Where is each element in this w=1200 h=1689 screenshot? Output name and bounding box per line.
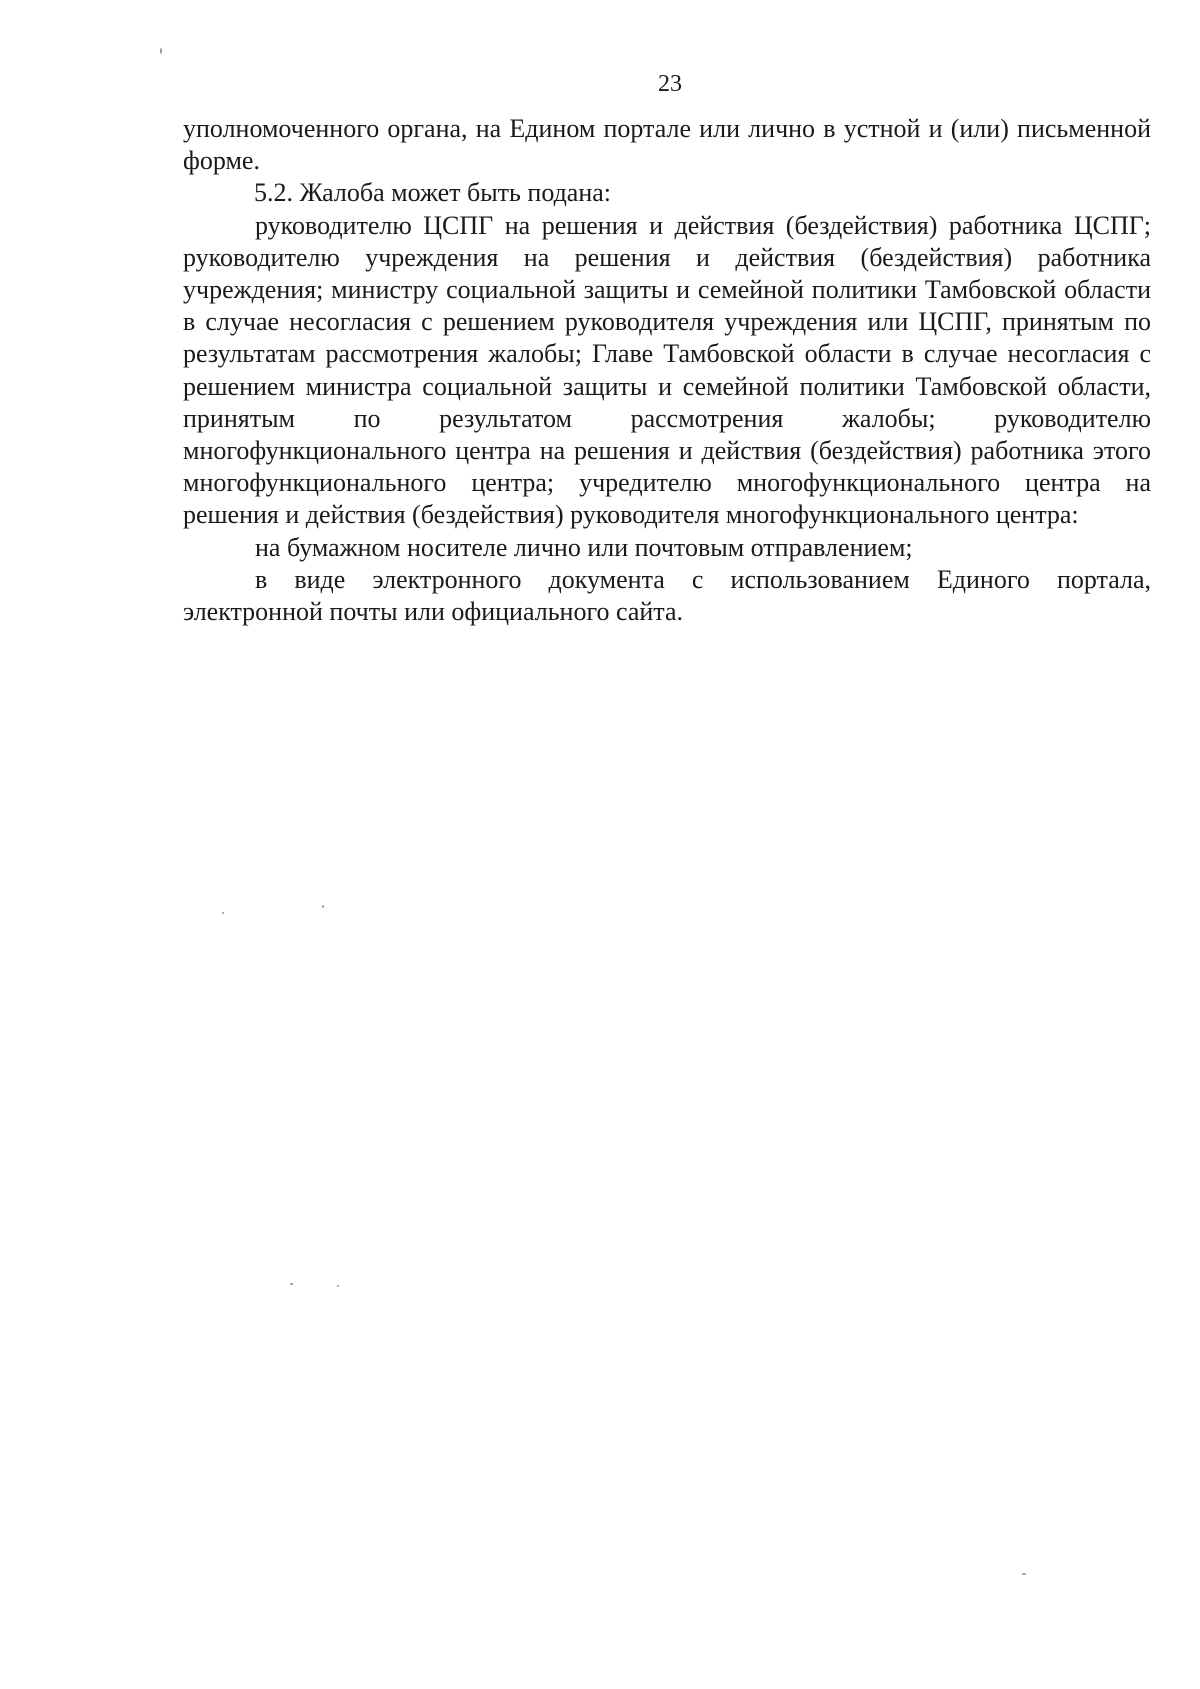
paragraph-complaint-addressees: руководителю ЦСПГ на решения и действия (бездействия) работника ЦСПГ; руководителю учреждения на решения и действия (бездействия) работника учреждения; министру социальной защиты и семейной политики Тамбовской области в случае несогласия с решением руководителя учреждения или ЦСПГ, принятым по результатам рассмотрения жалобы; Главе Тамбовской области в случае несогласия с решением министра социальной защиты и семейной политики Тамбовской области, принятым по результатом рассмотрения жалобы; руководителю многофункционального центра на решения и действия (бездействия) работника этого многофункционального центра; учредителю многофункционального центра на решения и действия (бездействия) руководителя многофункционального центра:	[183, 210, 1151, 530]
document-body	[183, 113, 1151, 628]
paragraph-section-heading: 5.2. Жалоба может быть подана:	[254, 178, 612, 208]
scan-speck	[1022, 1573, 1026, 1575]
page-number: 23	[658, 71, 682, 97]
scan-speck	[222, 912, 224, 914]
scan-speck	[160, 48, 162, 54]
paragraph-paper-submission: на бумажном носителе лично или почтовым отправлением;	[255, 532, 913, 562]
scan-speck	[322, 905, 324, 908]
paragraph-electronic-submission: в виде электронного документа с использованием Единого портала, электронной почты или официального сайта.	[183, 564, 1151, 627]
paragraph-continuation: уполномоченного органа, на Едином портале или лично в устной и (или) письменной форме.	[183, 114, 1151, 176]
scan-speck	[290, 1283, 293, 1285]
scan-speck	[337, 1285, 339, 1287]
